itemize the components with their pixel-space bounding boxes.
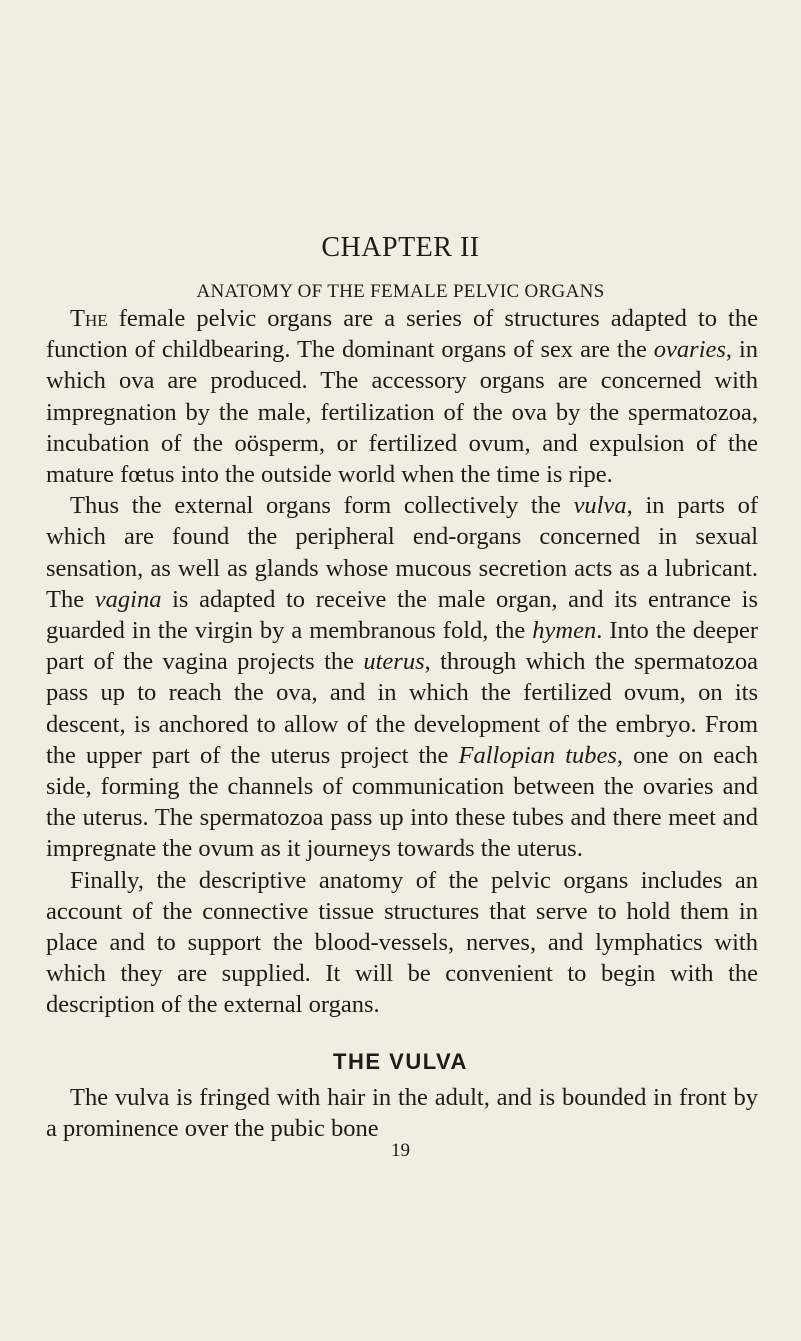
chapter-body: [46, 303, 758, 1021]
text-run: , one on each side, forming the channels of communication between the ovaries and the uterus. The spermatozoa pass up into these tubes and there meet and impregnate the ovum as it journeys towards the uterus.: [46, 741, 758, 863]
page-number: 19: [391, 1140, 410, 1161]
paragraph-introduction: [46, 303, 758, 490]
text-run: , in parts of which are found the peripheral end-organs concerned in sexual sensation, as well as glands whose mucous secretion acts as a lubricant. The: [46, 492, 758, 613]
term-ovaries: ovaries: [653, 336, 726, 364]
term-vulva: vulva: [573, 492, 627, 520]
text-run: female pelvic organs are a series of structures adapted to the function of childbearing. The dominant organs of sex are the: [46, 305, 758, 364]
paragraph-finally: Finally, the descriptive anatomy of the pelvic organs includes an account of the connective tissue structures that serve to hold them in place and to support the blood-vessels, nerves, and lymphatics with which they are supplied. It will be convenient to begin with the description of the external organs.: [46, 866, 758, 1019]
text-run: is adapted to receive the male organ, and its entrance is guarded in the virgin by a membranous fold, the: [46, 585, 758, 645]
term-hymen: hymen: [532, 617, 597, 645]
chapter-number: CHAPTER II: [321, 232, 480, 263]
lead-word: The: [70, 305, 108, 332]
term-fallopian-tubes: Fallopian tubes: [458, 741, 617, 769]
chapter-title: ANATOMY OF THE FEMALE PELVIC ORGANS: [196, 281, 605, 302]
term-uterus: uterus: [363, 648, 425, 676]
section-paragraph: [46, 1082, 758, 1144]
text-run: Thus the external organs form collectively the: [70, 492, 574, 520]
paragraph-vulva: The vulva is fringed with hair in the adult, and is bounded in front by a prominence over the pubic bone: [46, 1084, 758, 1143]
text-run: , in which ova are produced. The accessory organs are concerned with impregnation by the male, fertilization of the ova by the spermatozoa, incubation of the oösperm, or fertilized ovum, and expulsion of the mature fœtus into the outside world when the time is ripe.: [46, 336, 759, 489]
text-run: , through which the spermatozoa pass up to reach the ova, and in which the fertilized ovum, on its descent, is anchored to allow of the development of the embryo. From the upper part of the uterus project the: [46, 648, 758, 769]
section-heading: THE VULVA: [333, 1049, 468, 1074]
paragraph-external-organs: [46, 490, 758, 864]
term-vagina: vagina: [94, 585, 162, 613]
text-run: . Into the deeper part of the vagina projects the: [46, 617, 758, 676]
